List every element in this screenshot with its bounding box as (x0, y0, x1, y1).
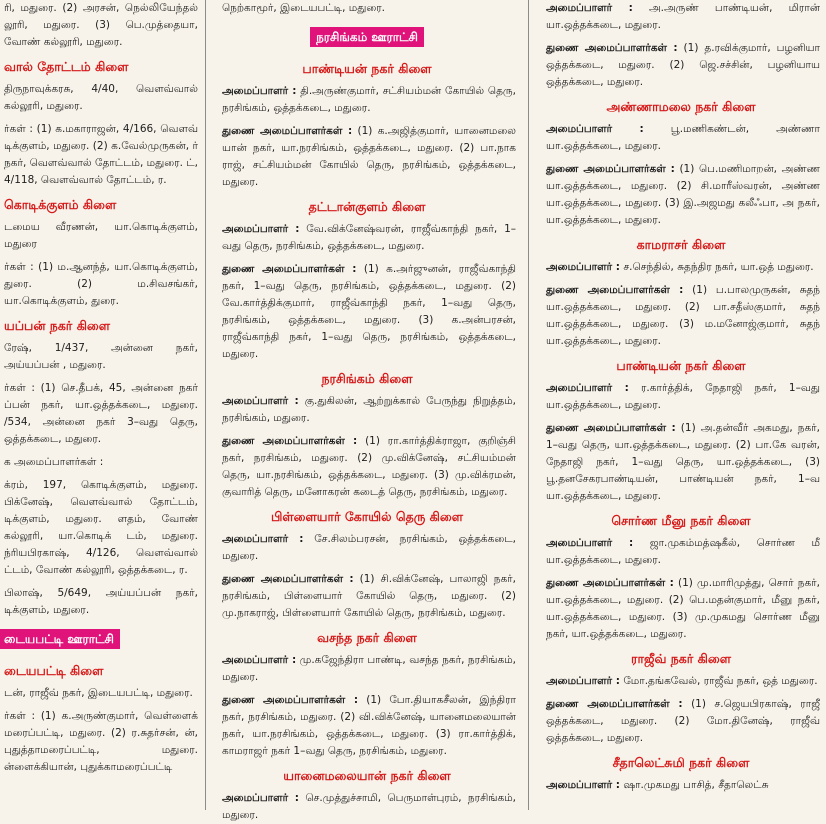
panchayat-banner (212, 23, 522, 53)
branch-heading: பாண்டியன் நகர் கிளை (616, 358, 746, 373)
role-label: அமைப்பாளர் : (222, 654, 297, 666)
member-entry (536, 161, 826, 229)
member-entry (212, 692, 522, 760)
member-details: கு.துகிலன், ஆற்றுக்கால் பேருந்து நிறுத்தம், நரசிங்கம், மதுரை. (222, 395, 516, 424)
role-label: துணை அமைப்பாளர்கள் : (546, 422, 676, 434)
member-details: (1) மு.மாரிமுத்து, சொர் நகர், யா.ஒத்தக்கடை, மதுரை. (2) பெ.மதன்குமார், மீனு நகர், யா.ஒத்தக்கடை, மதுரை. (3) மு.முகமது சொர்ண மீனு நகர், யா.ஒத்தக்கடை, மதுரை. (546, 577, 820, 640)
panchayat-banner (0, 625, 204, 655)
role-label: அமைப்பாளர் : (222, 792, 299, 804)
member-entry (212, 123, 522, 191)
member-details: (1) போ.தியாகசீலன், இந்திரா நகர், நரசிங்கம், மதுரை. (2) வி.விக்னேஷ், யானைமலையான் நகர், யா.நரசிங்கம், ஒத்தக்கடை, மதுரை. (3) ரா.கார்த்திக், காமராஜர் நகர் 1–வது தெரு, நரசிங்கம், மதுரை. (222, 694, 516, 757)
branch-heading: நரசிங்கம் கிளை (321, 371, 413, 386)
member-entry (212, 652, 522, 686)
branch-heading: காமராசர் கிளை (636, 237, 726, 252)
member-details: வே.விக்னேஷ்வரன், ராஜீவ்காந்தி நகர், 1–வது தெரு, நரசிங்கம், ஒத்தக்கடை, மதுரை. (222, 223, 516, 252)
member-details: அ.அருண் பாண்டியன், மிரான் யா.ஒத்தக்கடை, மதுரை. (546, 2, 821, 31)
member-details: மோ.தங்கவேல், ராஜீவ் நகர், ஒத் மதுரை. (619, 675, 818, 687)
member-details: (1) க.அர்ஜுனன், ராஜீவ்காந்தி நகர், 1–வது தெரு, நரசிங்கம், ஒத்தக்கடை, மதுரை. (2) வே.கார்த்திக்குமார், ராஜீவ்காந்தி நகர், 1–வது தெரு, நரசிங்கம், ஒத்தக்கடை, மதுரை. (3) க.அன்பரசன், ராஜீவ்காந்தி நகர், 1–வது தெரு, நரசிங்கம், ஒத்தக்கடை, மதுரை. (222, 263, 516, 360)
member-entry (212, 433, 522, 501)
role-label: அமைப்பாளர் : (546, 537, 634, 549)
member-entry (536, 380, 826, 414)
role-label: துணை அமைப்பாளர்கள் : (222, 694, 359, 706)
role-label: அமைப்பாளர் : (222, 85, 297, 97)
branch-heading: வசந்த நகர் கிளை (317, 630, 417, 645)
member-entry (536, 696, 826, 747)
role-label: அமைப்பாளர் : (546, 779, 620, 791)
member-entry (536, 673, 826, 690)
role-label: துணை அமைப்பாளர்கள் : (546, 42, 678, 54)
member-entry (536, 0, 826, 34)
role-label: துணை அமைப்பாளர்கள் : (222, 125, 353, 137)
branch-heading: வால் தோட்டம் கிளை (4, 59, 129, 74)
member-entry: ர்கள் : (1) க.மகாராஜன், 4/166, வெளவ் டிக்குளம், மதுரை. (2) க.வேல்முருகன், ர் நகர், வெளவ்வால் தோட்டம், மதுரை. ட், 4/118, வெளவ்வால் தோட்டம், ர. (4, 123, 198, 186)
branch-heading: யானைமலையான் நகர் கிளை (283, 768, 451, 783)
member-entry (212, 83, 522, 117)
member-entry: நெற்காமூர், இடையபட்டி, மதுரை. (222, 2, 386, 14)
member-entry: பிலாஷ், 5/649, அய்யப்பன் நகர், டிக்குளம், மதுரை. (4, 587, 198, 616)
role-label: துணை அமைப்பாளர்கள் : (546, 284, 684, 296)
role-label: துணை அமைப்பாளர்கள் : (222, 573, 354, 585)
member-details: (1) சி.விக்னேஷ், பாலாஜி நகர், நரசிங்கம், பிள்ளையார் கோயில் தெரு, மதுரை. (2) மு.நாகராஜ், பிள்ளையார் கோயில் தெரு, நரசிங்கம், மதுரை. (222, 573, 517, 619)
member-entry (212, 221, 522, 255)
member-entry (212, 571, 522, 622)
member-details: ஷா.முகமது பாசித், சீதாலெட்சு (619, 779, 769, 791)
branch-heading: யப்பன் நகர் கிளை (4, 318, 111, 333)
member-details: ர.கார்த்திக், நேதாஜி நகர், 1–வது யா.ஒத்தக்கடை, மதுரை. (546, 382, 821, 411)
member-entry (212, 531, 522, 565)
branch-heading: சீதாலெட்சுமி நகர் கிளை (612, 755, 750, 770)
role-label: அமைப்பாளர் : (546, 123, 644, 135)
role-label: அமைப்பாளர் : (222, 533, 304, 545)
member-entry (212, 261, 522, 363)
member-details: ச.செந்தில், சுதந்திர நகர், யா.ஒத் மதுரை. (619, 261, 814, 273)
column-divider (528, 0, 529, 810)
member-details: பூ.மணிகண்டன், அண்ணா யா.ஒத்தக்கடை, மதுரை. (546, 123, 821, 152)
member-entry (536, 282, 826, 350)
member-entry (536, 259, 826, 276)
member-entry: ர்கள் : (1) செ.தீபக், 45, அன்னை நகர் ப்பன் நகர், யா.ஒத்தக்கடை, மதுரை. /534, அன்னை நகர் 3–வது தெரு, ஒத்தக்கடை, மதுரை. (4, 382, 198, 445)
member-entry (536, 575, 826, 643)
panchayat-banner-label: நரசிங்கம் ஊராட்சி (310, 27, 424, 47)
role-label: துணை அமைப்பாளர்கள் : (222, 435, 358, 447)
role-label: அமைப்பாளர் : (546, 675, 620, 687)
member-entry (536, 121, 826, 155)
role-label: அமைப்பாளர் : (546, 382, 629, 394)
member-entry: டமைய வீரணன், யா.கொடிக்குளம், மதுரை (4, 221, 198, 250)
member-entry: ர்கள் : (1) க.அருண்குமார், வெள்ளைக் மரைப்பட்டி, மதுரை. (2) ர.சுதர்சன், ன், புதுத்தாமரைப்பட்டி, மதுரை. ன்ளைக்கியான், புதுக்காமரைப்பட்டி (4, 710, 198, 773)
right-column (536, 0, 826, 810)
member-details: சே.சிலம்பரசன், நரசிங்கம், ஒத்தக்கடை, மதுரை. (222, 533, 516, 562)
role-label: அமைப்பாளர் : (546, 261, 620, 273)
member-details: (1) பெ.மணிமாறன், அண்ண யா.ஒத்தக்கடை, மதுரை. (2) சி.மாரீஸ்வரன், அண்ண யா.ஒத்தக்கடை, மதுரை. (3) இ.அஜமது கலீஃபா, அ நகர், யா.ஒத்தக்கடை, மதுரை. (546, 163, 820, 226)
member-details: (1) த.ரவிக்குமார், பழனியா ஒத்தக்கடை, மதுரை. (2) ஜெ.சச்சின், பழனியாய ஒத்தக்கடை, மதுரை. (546, 42, 820, 88)
member-entry: க அமைப்பாளர்கள் : (4, 456, 104, 468)
branch-heading: அண்ணாமலை நகர் கிளை (606, 99, 756, 114)
branch-heading: பிள்ளையார் கோயில் தெரு கிளை (270, 509, 464, 524)
member-details: (1) க.அஜித்குமார், யானைமலை யான் நகர், யா.நரசிங்கம், ஒத்தக்கடை, மதுரை. (2) பா.நாக ராஜ், சட்சியம்மன் கோயில் தெரு, நரசிங்கம், ஒத்தக்கடை, மதுரை. (222, 125, 517, 188)
branch-heading: பாண்டியன் நகர் கிளை (302, 61, 432, 76)
member-entry (536, 535, 826, 569)
branch-heading: தட்டான்குளம் கிளை (308, 199, 426, 214)
role-label: துணை அமைப்பாளர்கள் : (546, 577, 674, 589)
branch-heading: சொர்ண மீனு நகர் கிளை (611, 513, 751, 528)
member-details: மு.கஜேந்திரா பாண்டி, வசந்த நகர், நரசிங்கம், மதுரை. (222, 654, 516, 683)
role-label: அமைப்பாளர் : (546, 2, 633, 14)
role-label: அமைப்பாளர் : (222, 223, 300, 235)
role-label: துணை அமைப்பாளர்கள் : (546, 698, 683, 710)
member-entry: ர்கள் : (1) ம.ஆனந்த், யா.கொடிக்குளம், துரை. (2) ம.சிவசங்கர், யா.கொடிக்குளம், துரை. (4, 261, 198, 307)
member-details: (1) ச.ஜெயபிரகாஷ், ராஜீ ஒத்தக்கடை, மதுரை. (2) மோ.தினேஷ், ராஜீவ் ஒத்தக்கடை, மதுரை. (546, 698, 820, 744)
member-entry: ரேஷ், 1/437, அன்னை நகர், அய்யப்பன் , மதுரை. (4, 342, 198, 371)
member-details: ஜா.முகம்மத்ஷகீல், சொர்ண மீ யா.ஒத்தக்கடை, மதுரை. (546, 537, 820, 566)
role-label: அமைப்பாளர் : (222, 395, 299, 407)
role-label: துணை அமைப்பாளர்கள் : (222, 263, 357, 275)
member-entry (536, 420, 826, 505)
middle-column (212, 0, 522, 821)
column-divider (205, 0, 206, 810)
left-column (0, 0, 204, 810)
member-entry: ரி, மதுரை. (2) அரசன், நெல்லியேந்தல் லூரி, மதுரை. (3) பெ.முத்தையா, வோண் கல்லூரி, மதுரை. (4, 2, 198, 48)
member-entry (536, 777, 826, 794)
member-entry: க்ரம், 197, கொடிக்குளம், மதுரை. பிக்னேஷ், வெளவ்வால் தோட்டம், டிக்குளம், மதுரை. ளதம், வோண் கல்லூரி, யா.கொடிக் டம், மதுரை. ந்ரியபிரகாஷ், 4/126, வெளவ்வால் ட்டம், வோண் கல்லூரி, ஒத்தக்கடை, ர. (4, 479, 198, 576)
member-entry: டன், ராஜீவ் நகர், இடையபட்டி, மதுரை. (4, 687, 193, 699)
member-details: (1) ரா.கார்த்திக்ராஜா, குறிஞ்சி நகர், நரசிங்கம், மதுரை. (2) மு.விக்னேஷ், சட்சியம்மன் தெரு, யா.நரசிங்கம், ஒத்தக்கடை, மதுரை. (3) மு.விக்ரமன், குவாரித் தெரு, மனோகரன் கடைத் தெரு, நரசிங்கம், மதுரை. (222, 435, 517, 498)
member-entry (212, 393, 522, 427)
member-entry: திருநாவுக்கரசு, 4/40, வெளவ்வால் கல்லூரி, மதுரை. (4, 83, 198, 112)
member-details: தி.அருண்குமார், சட்சியம்மன் கோயில் தெரு, நரசிங்கம், ஒத்தக்கடை, மதுரை. (222, 85, 517, 114)
member-details: (1) ப.பாலமுருகன், சுதந் யா.ஒத்தக்கடை, மதுரை. (2) பா.சதீஸ்குமார், சுதந் யா.ஒத்தக்கடை, மதுரை. (3) ம.மனோஜ்குமார், சுதந் யா.ஒத்தக்கடை, மதுரை. (546, 284, 820, 347)
branch-heading: கொடிக்குளம் கிளை (4, 197, 117, 212)
member-entry (536, 40, 826, 91)
panchayat-banner-label: டையபட்டி ஊராட்சி (0, 629, 120, 649)
member-details: செ.முத்துச்சாமி, பெருமாள்புரம், நரசிங்கம், மதுரை. (222, 792, 516, 821)
role-label: துணை அமைப்பாளர்கள் : (546, 163, 675, 175)
branch-heading: டையபட்டி கிளை (4, 663, 104, 678)
branch-heading: ராஜீவ் நகர் கிளை (631, 651, 731, 666)
member-entry (212, 790, 522, 824)
member-details: (1) அ.தன்வீர் அகமது, நகர், 1–வது தெரு, யா.ஒத்தக்கடை, மதுரை. (2) பா.கே வரன், நேதாஜி நகர், 1–வது தெரு, யா.ஒத்தக்கடை, (3) பூ.தனசேகரபாண்டியன், பாண்டியன் நகர், 1–வ யா.ஒத்தக்கடை, மதுரை. (546, 422, 821, 502)
